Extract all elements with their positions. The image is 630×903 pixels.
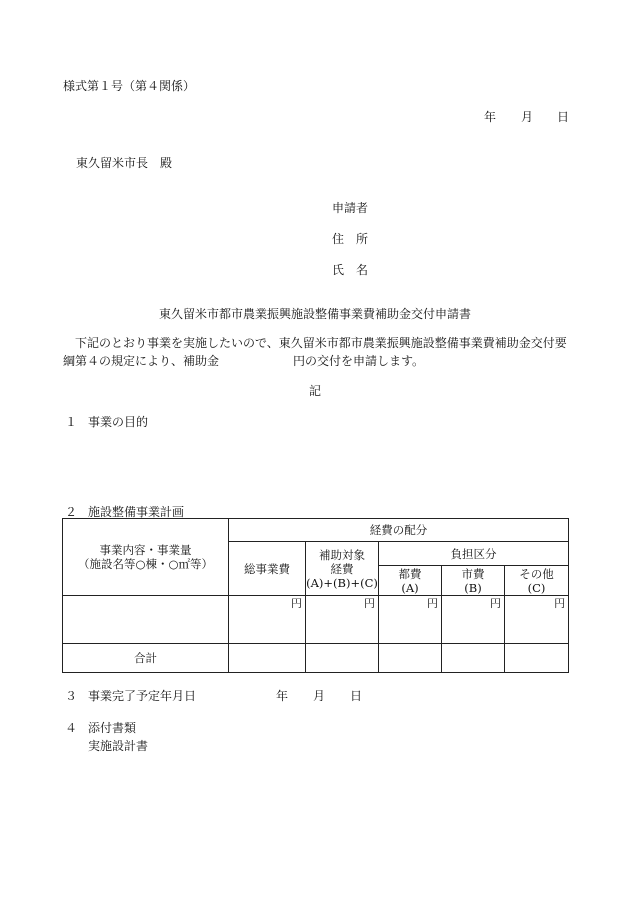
date-year: 年 (484, 110, 497, 124)
content-cell (63, 596, 229, 644)
header-subsidy-cost: 補助対象 経費 (A)+(B)+(C) (306, 542, 379, 596)
header-tohi: 都費 (A) (379, 566, 442, 596)
yen-unit: 円 (505, 596, 569, 644)
applicant-label: 申請者 (332, 201, 369, 215)
ki-heading: 記 (309, 384, 322, 398)
section3-label: 事業完了予定年月日 (88, 689, 197, 703)
completion-day: 日 (350, 689, 363, 703)
yen-unit: 円 (379, 596, 442, 644)
yen-unit: 円 (442, 596, 505, 644)
table-header-row (63, 519, 569, 542)
applicant-address-label: 住 所 (332, 232, 369, 246)
section4-number: ４ (65, 721, 78, 735)
section2-number: ２ (65, 505, 78, 519)
total-cell (505, 644, 569, 673)
header-allocation: 経費の配分 (229, 519, 569, 542)
section1-number: １ (65, 415, 78, 429)
date-day: 日 (557, 110, 570, 124)
section4-label: 添付書類 (88, 721, 137, 735)
body-text-part1: 下記のとおり事業を実施したいので、東久留米市都市農業振興施設整備事業費補助金交付要綱第４の規定により、補助金 (63, 336, 567, 368)
header-burden: 負担区分 (379, 542, 569, 566)
section3-number: ３ (65, 689, 78, 703)
form-number: 様式第１号（第４関係） (63, 79, 196, 93)
total-cell (379, 644, 442, 673)
body-text-part2: 円の交付を申請します。 (293, 354, 425, 368)
header-other: その他 (C) (505, 566, 569, 596)
completion-month: 月 (313, 689, 326, 703)
document-title: 東久留米市都市農業振興施設整備事業費補助金交付申請書 (158, 307, 471, 321)
completion-year: 年 (276, 689, 289, 703)
total-cell (306, 644, 379, 673)
section2-label: 施設整備事業計画 (88, 505, 185, 519)
header-shihi: 市費 (B) (442, 566, 505, 596)
applicant-name-label: 氏 名 (332, 263, 369, 277)
attachment-item: 実施設計書 (88, 739, 149, 753)
project-plan-table (62, 518, 569, 673)
header-content: 事業内容・事業量 （施設名等○棟・○㎡等） (63, 519, 229, 596)
yen-unit: 円 (229, 596, 306, 644)
total-cell (229, 644, 306, 673)
date-month: 月 (521, 110, 534, 124)
header-total-cost: 総事業費 (229, 542, 306, 596)
total-label: 合計 (63, 644, 229, 673)
table-total-row (63, 644, 569, 673)
body-paragraph (63, 334, 573, 370)
table-row (63, 596, 569, 644)
addressee: 東久留米市長 殿 (76, 156, 173, 170)
section1-label: 事業の目的 (88, 415, 149, 429)
total-cell (442, 644, 505, 673)
yen-unit: 円 (306, 596, 379, 644)
